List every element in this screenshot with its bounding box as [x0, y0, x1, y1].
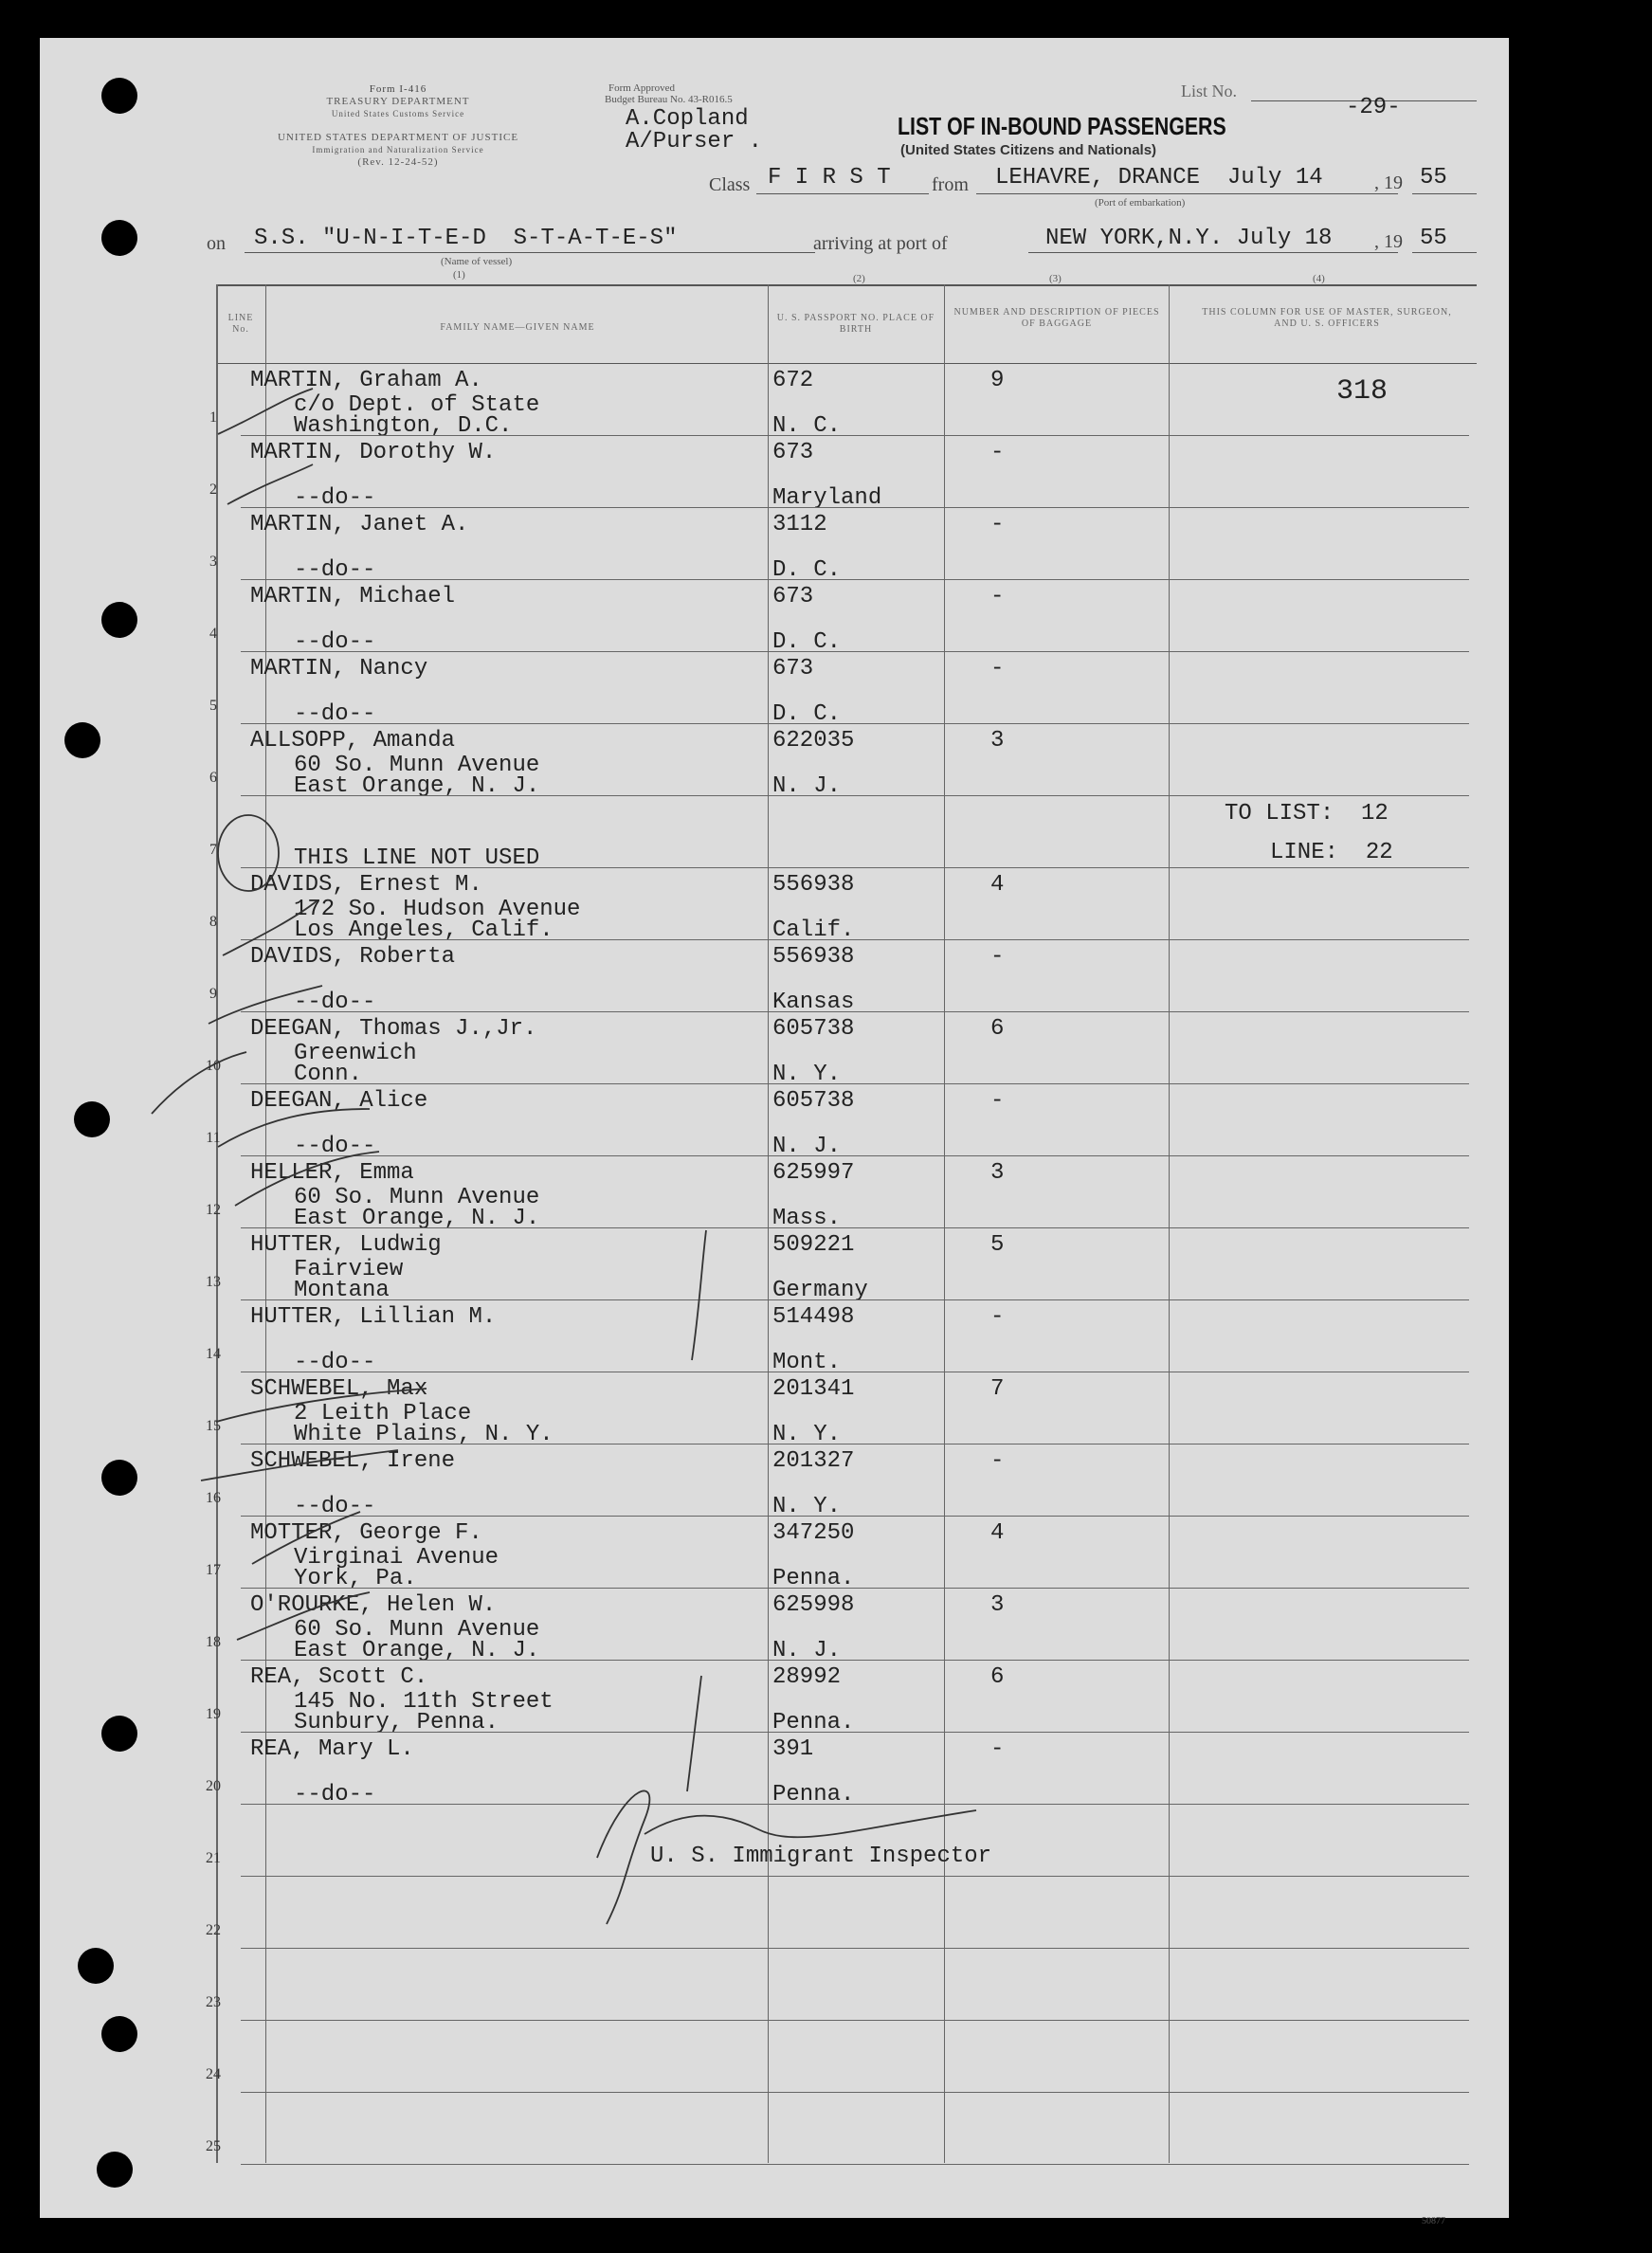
place-of-birth: N. Y.	[772, 1494, 842, 1519]
line-number: 9	[209, 986, 217, 1002]
table-row	[0, 1084, 1469, 1159]
passport-number: 201327	[772, 1448, 855, 1474]
baggage-count: -	[990, 440, 1005, 465]
table-row	[0, 1228, 1469, 1303]
address-line-1: Fairview	[294, 1257, 404, 1282]
inspector-label: U. S. Immigrant Inspector	[650, 1844, 992, 1869]
address-line-2: --do--	[294, 485, 376, 511]
form-approved: Form Approved	[608, 82, 675, 94]
passenger-name: HUTTER, Lillian M.	[250, 1304, 497, 1330]
year1: 55	[1420, 165, 1447, 191]
passenger-name: MARTIN, Nancy	[250, 656, 428, 681]
table-top-rule	[216, 284, 1477, 286]
passenger-name: DAVIDS, Ernest M.	[250, 872, 482, 898]
baggage-count: 5	[990, 1232, 1005, 1258]
address-line-1: Virginai Avenue	[294, 1545, 499, 1571]
address-line-1: Greenwich	[294, 1041, 417, 1066]
place-of-birth: N. Y.	[772, 1422, 842, 1447]
passenger-name: MOTTER, George F.	[250, 1520, 482, 1546]
passport-number: 556938	[772, 944, 855, 970]
passenger-name: DEEGAN, Alice	[250, 1088, 428, 1114]
baggage-count: 3	[990, 1592, 1005, 1618]
ins-service: Immigration and Naturalization Service	[312, 145, 484, 154]
table-row	[0, 868, 1469, 943]
baggage-count: 9	[990, 368, 1005, 393]
passenger-name: MARTIN, Janet A.	[250, 512, 469, 537]
baggage-count: 4	[990, 1520, 1005, 1546]
table-row	[0, 580, 1469, 655]
table-row	[0, 1156, 1469, 1231]
passport-number: 673	[772, 656, 814, 681]
line-number: 19	[206, 1706, 221, 1722]
passport-number: 625997	[772, 1160, 855, 1186]
address-line-2: Los Angeles, Calif.	[294, 918, 554, 943]
address-line-2: --do--	[294, 629, 376, 655]
passport-number: 556938	[772, 872, 855, 898]
address-line-2: --do--	[294, 990, 376, 1015]
passenger-name: REA, Scott C.	[250, 1664, 428, 1690]
table-row	[0, 1733, 1469, 1808]
address-line-2: East Orange, N. J.	[294, 773, 540, 799]
line-number: 11	[206, 1130, 221, 1146]
address-line-2: --do--	[294, 1782, 376, 1808]
place-of-birth: D. C.	[772, 629, 842, 655]
line-number: 25	[206, 2138, 221, 2154]
line-number: 2	[209, 481, 217, 498]
table-row	[0, 1012, 1469, 1087]
form-title: LIST OF IN-BOUND PASSENGERS	[898, 112, 1226, 140]
baggage-count: 7	[990, 1376, 1005, 1402]
address-line-1: 60 So. Munn Avenue	[294, 753, 540, 778]
address-line-2: East Orange, N. J.	[294, 1638, 540, 1663]
line-number: 15	[206, 1418, 221, 1434]
address-line-2: Conn.	[294, 1062, 363, 1087]
address-line-2: --do--	[294, 1494, 376, 1519]
passport-number: 201341	[772, 1376, 855, 1402]
class-label: Class	[709, 174, 751, 195]
purser-title: A/Purser .	[626, 129, 763, 154]
col-header-officers: THIS COLUMN FOR USE OF MASTER, SURGEON, AND U. S. OFFICERS	[1202, 307, 1452, 329]
address-line-2: York, Pa.	[294, 1566, 417, 1591]
from-label: from	[932, 174, 969, 195]
baggage-count: -	[990, 1088, 1005, 1114]
binder-hole	[101, 220, 137, 256]
embarkation-port: LEHAVRE, DRANCE July 14	[995, 165, 1323, 191]
footer-code: 50877	[1422, 2216, 1445, 2226]
passenger-name: REA, Mary L.	[250, 1736, 414, 1762]
table-row	[0, 436, 1469, 511]
col-num-1: (1)	[453, 269, 465, 281]
passport-number: 672	[772, 368, 814, 393]
baggage-count: 4	[990, 872, 1005, 898]
address-line-1: c/o Dept. of State	[294, 392, 540, 418]
baggage-count: 6	[990, 1016, 1005, 1042]
place-of-birth: Penna.	[772, 1782, 855, 1808]
address-line-2: Washington, D.C.	[294, 413, 513, 439]
officer-note: 318	[1336, 375, 1389, 408]
table-row	[0, 1517, 1469, 1589]
line-number: 20	[206, 1778, 221, 1794]
baggage-count: -	[990, 656, 1005, 681]
budget-bureau: Budget Bureau No. 43-R016.5	[605, 94, 733, 105]
place-of-birth: N. J.	[772, 1134, 842, 1159]
customs-service: United States Customs Service	[331, 109, 465, 118]
address-line-2: --do--	[294, 701, 376, 727]
col-num-2: (2)	[853, 273, 865, 284]
passport-number: 605738	[772, 1016, 855, 1042]
line-number: 6	[209, 770, 217, 786]
line-number: 23	[206, 1994, 221, 2010]
address-line-1: 60 So. Munn Avenue	[294, 1617, 540, 1643]
baggage-count: -	[990, 512, 1005, 537]
table-row	[0, 2021, 1469, 2093]
passport-number: 509221	[772, 1232, 855, 1258]
binder-hole	[101, 78, 137, 114]
line-number: 4	[209, 626, 217, 642]
table-row	[0, 1444, 1469, 1517]
passport-number: 673	[772, 584, 814, 609]
passport-number: 625998	[772, 1592, 855, 1618]
place-of-birth: Germany	[772, 1278, 868, 1303]
to-line-note: LINE: 22	[1270, 840, 1393, 865]
passenger-name: O'ROURKE, Helen W.	[250, 1592, 497, 1618]
baggage-count: 3	[990, 728, 1005, 754]
on-label: on	[207, 233, 226, 254]
place-of-birth: Penna.	[772, 1710, 855, 1735]
baggage-count: 3	[990, 1160, 1005, 1186]
col-header-line: LINE No.	[227, 313, 254, 335]
place-of-birth: Kansas	[772, 990, 855, 1015]
year2: 55	[1420, 226, 1447, 251]
place-of-birth: N. Y.	[772, 1062, 842, 1087]
passenger-name: SCHWEBEL, Max	[250, 1376, 428, 1402]
table-row	[0, 1949, 1469, 2021]
address-line-2: --do--	[294, 1350, 376, 1375]
place-of-birth: D. C.	[772, 701, 842, 727]
passport-number: 391	[772, 1736, 814, 1762]
passport-number: 347250	[772, 1520, 855, 1546]
vessel-caption: (Name of vessel)	[441, 256, 513, 267]
place-of-birth: Mont.	[772, 1350, 842, 1375]
passport-number: 605738	[772, 1088, 855, 1114]
table-row	[0, 652, 1469, 727]
passenger-name: MARTIN, Michael	[250, 584, 456, 609]
passenger-name: MARTIN, Dorothy W.	[250, 440, 497, 465]
place-of-birth: N. J.	[772, 773, 842, 799]
arriving-label: arriving at port of	[813, 233, 948, 254]
address-line-1: 172 So. Hudson Avenue	[294, 897, 581, 922]
passenger-name: DEEGAN, Thomas J.,Jr.	[250, 1016, 537, 1042]
list-no-label: List No.	[1181, 82, 1238, 100]
table-row	[0, 2093, 1469, 2165]
baggage-count: -	[990, 1448, 1005, 1474]
address-line-1: 2 Leith Place	[294, 1401, 472, 1426]
port-embark-caption: (Port of embarkation)	[1095, 197, 1186, 209]
line-number: 10	[206, 1058, 221, 1074]
address-line-1: 145 No. 11th Street	[294, 1689, 554, 1715]
table-row	[0, 940, 1469, 1015]
line-number: 5	[209, 698, 217, 714]
to-list-note: TO LIST: 12	[1225, 801, 1389, 827]
table-row	[0, 1589, 1469, 1661]
treasury-dept: TREASURY DEPARTMENT	[326, 96, 470, 107]
col-header-name: FAMILY NAME—GIVEN NAME	[440, 322, 595, 333]
row-rule	[241, 2164, 1469, 2165]
passenger-name: DAVIDS, Roberta	[250, 944, 456, 970]
line-number: 24	[206, 2066, 221, 2082]
baggage-count: -	[990, 1304, 1005, 1330]
passenger-name: SCHWEBEL, Irene	[250, 1448, 456, 1474]
passenger-name: ALLSOPP, Amanda	[250, 728, 456, 754]
place-of-birth: Calif.	[772, 918, 855, 943]
revision: (Rev. 12-24-52)	[357, 156, 439, 168]
place-of-birth: Maryland	[772, 485, 882, 511]
baggage-count: -	[990, 944, 1005, 970]
form-number: Form I-416	[369, 83, 427, 95]
address-line-2: Sunbury, Penna.	[294, 1710, 499, 1735]
passport-number: 514498	[772, 1304, 855, 1330]
line-number: 21	[206, 1850, 221, 1866]
line-number: 1	[209, 409, 217, 426]
baggage-count: 6	[990, 1664, 1005, 1690]
col-num-4: (4)	[1313, 273, 1325, 284]
line-number: 7	[209, 842, 217, 858]
table-row	[0, 364, 1469, 439]
passport-number: 3112	[772, 512, 827, 537]
arrival-port: NEW YORK,N.Y. July 18	[1045, 226, 1333, 251]
table-row	[0, 1877, 1469, 1949]
line-number: 14	[206, 1346, 221, 1362]
table-row	[0, 508, 1469, 583]
passport-number: 28992	[772, 1664, 842, 1690]
address-line-2: East Orange, N. J.	[294, 1206, 540, 1231]
line-number: 16	[206, 1490, 221, 1506]
line-number: 18	[206, 1634, 221, 1650]
line-number: 8	[209, 914, 217, 930]
passport-number: 673	[772, 440, 814, 465]
place-of-birth: Penna.	[772, 1566, 855, 1591]
purser-name: A.Copland	[626, 106, 749, 132]
passenger-name: MARTIN, Graham A.	[250, 368, 482, 393]
address-line-1: 60 So. Munn Avenue	[294, 1185, 540, 1210]
line-number: 17	[206, 1562, 221, 1578]
year2-prefix: , 19	[1374, 231, 1403, 252]
line-number: 13	[206, 1274, 221, 1290]
form-subtitle: (United States Citizens and Nationals)	[900, 142, 1157, 158]
place-of-birth: Mass.	[772, 1206, 842, 1231]
address-line-2: Montana	[294, 1278, 390, 1303]
baggage-count: -	[990, 584, 1005, 609]
year1-prefix: , 19	[1374, 173, 1403, 193]
baggage-count: -	[990, 1736, 1005, 1762]
col-header-passport: U. S. PASSPORT NO. PLACE OF BIRTH	[776, 313, 935, 335]
justice-dept: UNITED STATES DEPARTMENT OF JUSTICE	[277, 132, 519, 143]
passenger-name: HELLER, Emma	[250, 1160, 414, 1186]
class-value: F I R S T	[768, 165, 891, 191]
table-row	[0, 724, 1469, 799]
passenger-name: HUTTER, Ludwig	[250, 1232, 442, 1258]
table-row	[0, 1661, 1469, 1733]
address-line-2: THIS LINE NOT USED	[294, 845, 540, 871]
address-line-2: --do--	[294, 1134, 376, 1159]
list-number: -29-	[1346, 95, 1401, 120]
vessel-name: S.S. "U-N-I-T-E-D S-T-A-T-E-S"	[254, 226, 678, 251]
col-header-baggage: NUMBER AND DESCRIPTION OF PIECES OF BAGGAGE	[953, 307, 1160, 329]
line-number: 3	[209, 554, 217, 570]
address-line-2: White Plains, N. Y.	[294, 1422, 554, 1447]
place-of-birth: D. C.	[772, 557, 842, 583]
line-number: 12	[206, 1202, 221, 1218]
line-number: 22	[206, 1922, 221, 1938]
table-row	[0, 1300, 1469, 1375]
place-of-birth: N. J.	[772, 1638, 842, 1663]
place-of-birth: N. C.	[772, 413, 842, 439]
table-row	[0, 1372, 1469, 1447]
address-line-2: --do--	[294, 557, 376, 583]
passport-number: 622035	[772, 728, 855, 754]
col-num-3: (3)	[1049, 273, 1062, 284]
